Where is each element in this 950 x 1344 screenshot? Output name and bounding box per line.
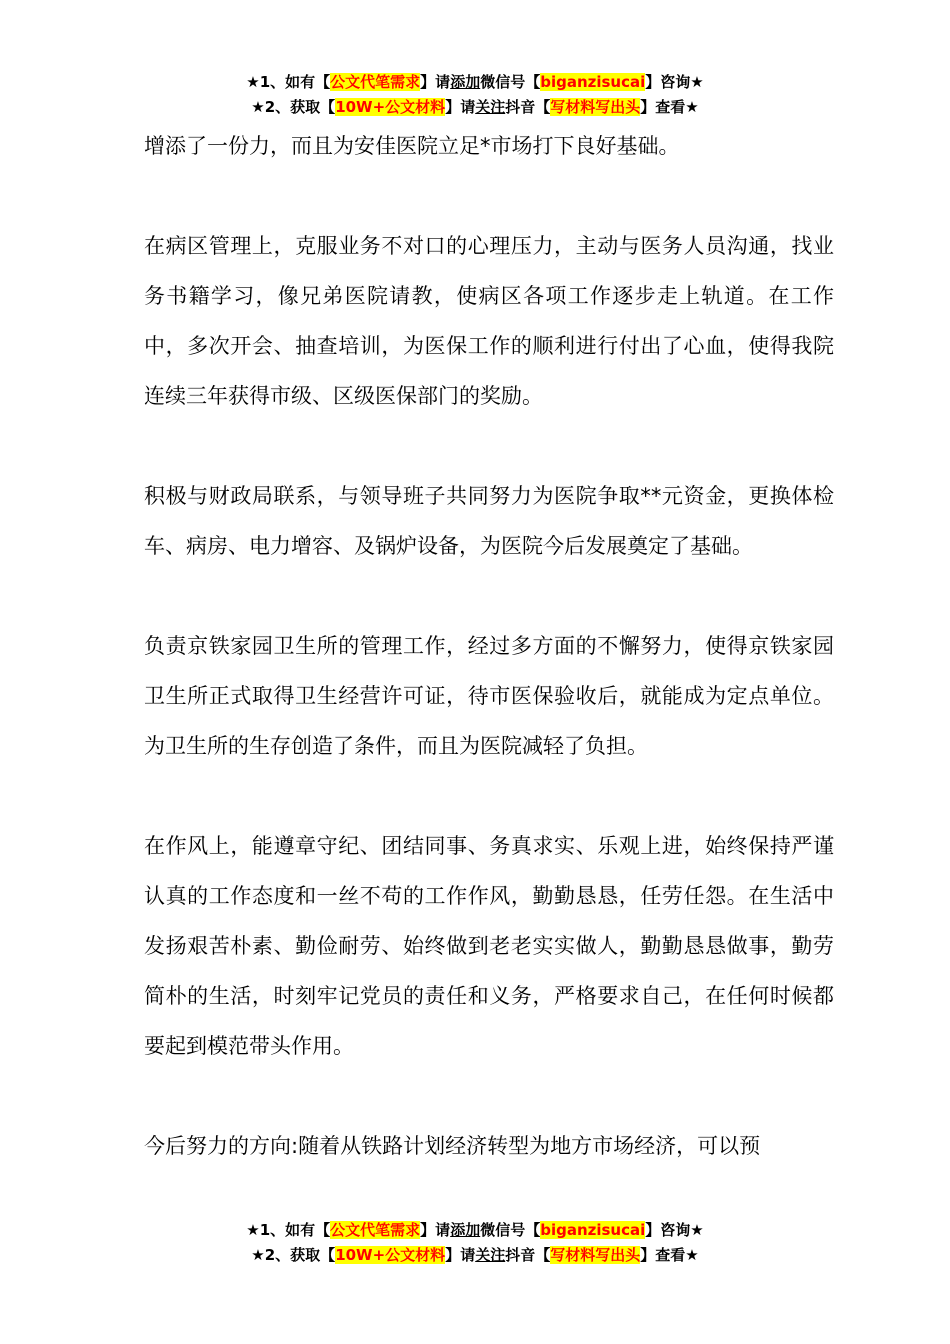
banner-text: 】查看★: [640, 98, 699, 116]
paragraph: 在作风上，能遵章守纪、团结同事、务真求实、乐观上进，始终保持严谨认真的工作态度和一丝不苟的工作作风，勤勤恳恳，任劳任怨。在生活中发扬艰苦朴素、勤俭耐劳、始终做到老老实实做人，勤勤恳恳做事，勤劳简朴的生活，时刻牢记党员的责任和义务，严格要求自己，在任何时候都要起到模范带头作用。: [144, 834, 834, 1058]
banner-emphasis: 添加: [450, 1221, 481, 1239]
banner-highlight: 写材料写出头: [550, 98, 641, 116]
banner-text: 微信号【: [480, 1221, 541, 1239]
banner-highlight: 写材料写出头: [550, 1246, 641, 1264]
banner-highlight: 公文代笔需求: [330, 1221, 421, 1239]
banner-text: 】咨询★: [645, 73, 704, 91]
banner-text: ★2、获取【: [251, 98, 336, 116]
header-banner: [0, 70, 950, 120]
banner-highlight: biganzisucai: [540, 1221, 646, 1239]
banner-line-1: [0, 1218, 950, 1243]
banner-text: 】咨询★: [645, 1221, 704, 1239]
banner-line-2: [0, 95, 950, 120]
paragraph: 负责京铁家园卫生所的管理工作，经过多方面的不懈努力，使得京铁家园卫生所正式取得卫生经营许可证，待市医保验收后，就能成为定点单位。为卫生所的生存创造了条件，而且为医院减轻了负担。: [144, 634, 834, 758]
banner-text: ★1、如有【: [246, 1221, 331, 1239]
banner-emphasis: 关注: [475, 98, 506, 116]
banner-text: 】请: [445, 1246, 476, 1264]
banner-emphasis: 关注: [475, 1246, 506, 1264]
banner-line-1: [0, 70, 950, 95]
banner-highlight: 10W+公文材料: [335, 1246, 446, 1264]
banner-text: 】请: [420, 73, 451, 91]
banner-text: 】查看★: [640, 1246, 699, 1264]
banner-text: 抖音【: [505, 1246, 551, 1264]
banner-highlight: 10W+公文材料: [335, 98, 446, 116]
banner-text: 抖音【: [505, 98, 551, 116]
paragraph: 增添了一份力，而且为安佳医院立足*市场打下良好基础。: [144, 134, 680, 158]
banner-text: ★2、获取【: [251, 1246, 336, 1264]
banner-text: 微信号【: [480, 73, 541, 91]
paragraph: 今后努力的方向:随着从铁路计划经济转型为地方市场经济，可以预: [144, 1134, 761, 1158]
paragraph: 积极与财政局联系，与领导班子共同努力为医院争取**元资金，更换体检车、病房、电力增容、及锅炉设备，为医院今后发展奠定了基础。: [144, 484, 834, 558]
banner-text: ★1、如有【: [246, 73, 331, 91]
banner-emphasis: 添加: [450, 73, 481, 91]
banner-text: 】请: [420, 1221, 451, 1239]
footer-banner: [0, 1218, 950, 1268]
banner-highlight: 公文代笔需求: [330, 73, 421, 91]
banner-text: 】请: [445, 98, 476, 116]
banner-line-2: [0, 1243, 950, 1268]
paragraph: 在病区管理上，克服业务不对口的心理压力，主动与医务人员沟通，找业务书籍学习，像兄弟医院请教，使病区各项工作逐步走上轨道。在工作中，多次开会、抽查培训，为医保工作的顺利进行付出了心血，使得我院连续三年获得市级、区级医保部门的奖励。: [144, 234, 834, 408]
banner-highlight: biganzisucai: [540, 73, 646, 91]
document-body: [144, 121, 834, 1171]
